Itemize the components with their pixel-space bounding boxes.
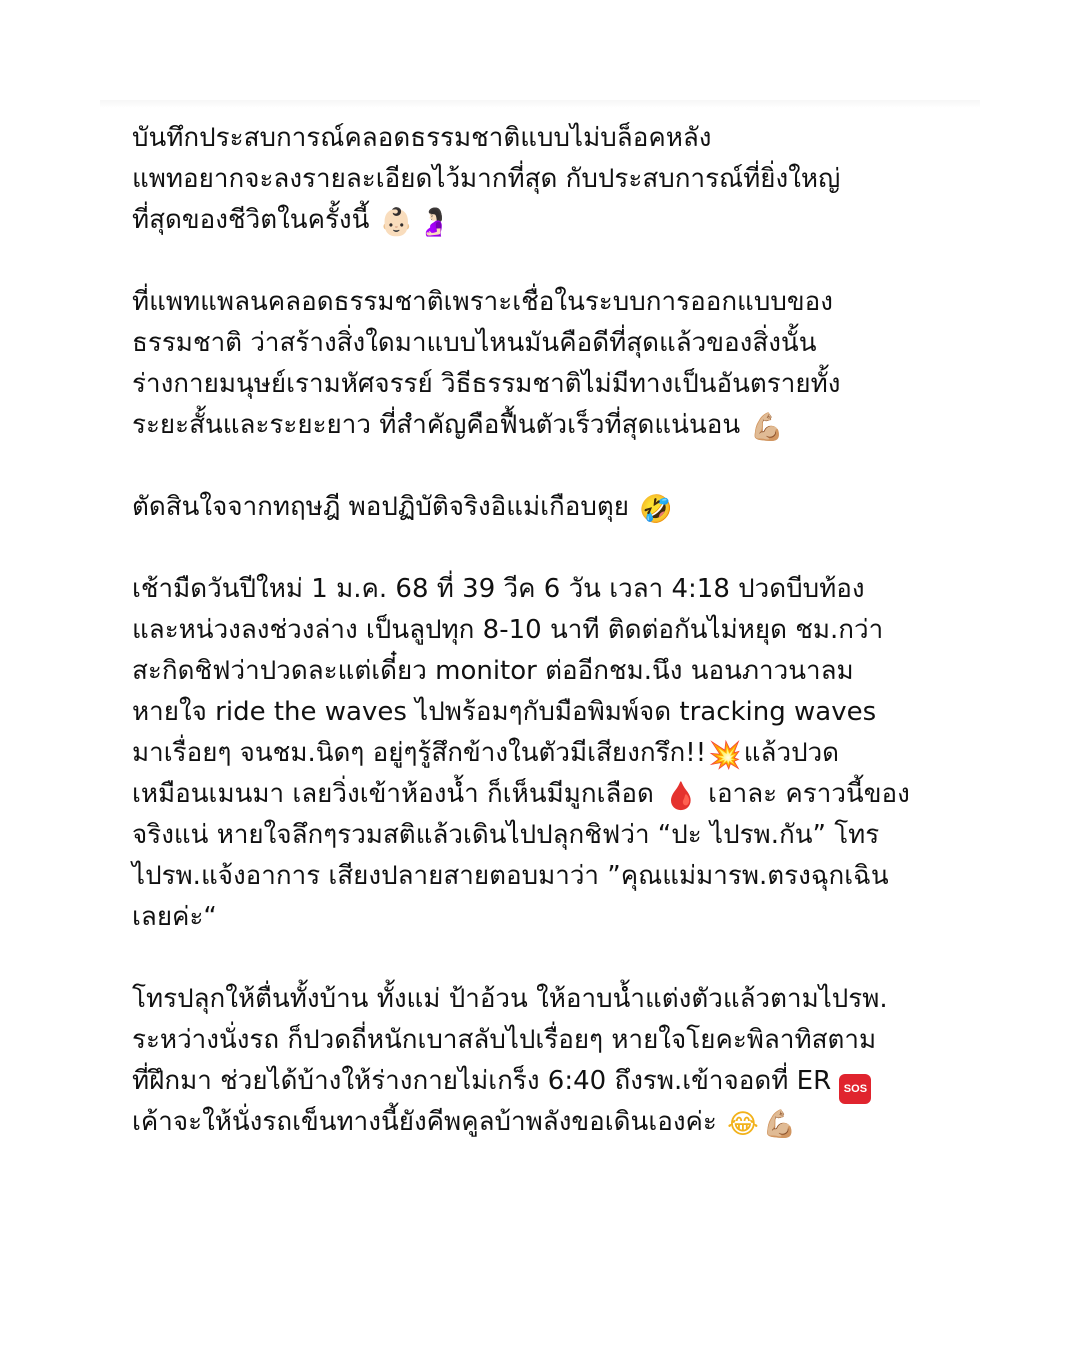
text-line-with-emoji [132, 774, 992, 815]
collision-emoji-icon: 💥 [708, 740, 742, 771]
text-line: แพทอยากจะลงรายละเอียดไว้มากที่สุด กับประสบการณ์ที่ยิ่งใหญ่ [132, 164, 841, 194]
top-divider [100, 100, 980, 108]
sos-icon: SOS [839, 1074, 871, 1104]
paragraph-labor-start [132, 569, 992, 938]
pregnant-woman-emoji-icon: 🤰🏻 [417, 207, 451, 238]
paragraph-decision [132, 487, 992, 528]
note-body [132, 118, 992, 1184]
text-line: เลยค่ะ“ [132, 902, 217, 932]
text-segment: แล้วปวด [743, 738, 840, 768]
tears-of-joy-emoji-icon: 😂 [727, 1109, 759, 1140]
text-line: ระหว่างนั่งรถ ก็ปวดถี่หนักเบาสลับไปเรื่อยๆ หายใจโยคะพิลาทิสตาม [132, 1025, 877, 1055]
text-line: ธรรมชาติ ว่าสร้างสิ่งใดมาแบบไหนมันคือดีที่สุดแล้วของสิ่งนั้น [132, 328, 817, 358]
paragraph-hospital [132, 979, 992, 1143]
drop-of-blood-emoji-icon: 🩸 [664, 781, 698, 812]
text-segment: ตัดสินใจจากทฤษฎี พอปฏิบัติจริงอิแม่เกือบตุย [132, 492, 630, 522]
text-line: หายใจ ride the waves ไปพร้อมๆกับมือพิมพ์จด tracking waves [132, 697, 877, 727]
text-line-with-emoji [132, 487, 992, 528]
text-segment: เค้าจะให้นั่งรถเข็นทางนี้ยังคีพคูลบ้าพลังขอเดินเองค่ะ [132, 1107, 717, 1137]
text-line: จริงแน่ หายใจลึกๆรวมสติแล้วเดินไปปลุกชิฟว่า “ปะ ไปรพ.กัน” โทร [132, 820, 880, 850]
flexed-biceps-emoji-icon: 💪🏼 [762, 1109, 797, 1140]
text-line: สะกิดชิฟว่าปวดละแต่เดี๋ยว monitor ต่ออีกชม.นึง นอนภาวนาลม [132, 656, 854, 686]
text-line-with-emoji [132, 405, 992, 446]
text-line-with-emoji [132, 1102, 992, 1143]
text-line-with-emoji [132, 1061, 992, 1102]
text-line: ที่แพทแพลนคลอดธรรมชาติเพราะเชื่อในระบบการออกแบบของ [132, 287, 833, 317]
text-line: ไปรพ.แจ้งอาการ เสียงปลายสายตอบมาว่า ”คุณแม่มารพ.ตรงฉุกเฉิน [132, 861, 889, 891]
text-line-with-emoji [132, 733, 992, 774]
text-segment: ระยะสั้นและระยะยาว ที่สำคัญคือฟื้นตัวเร็วที่สุดแน่นอน [132, 410, 741, 440]
text-line: โทรปลุกให้ตื่นทั้งบ้าน ทั้งแม่ ป้าอ้วน ให้อาบน้ำแต่งตัวแล้วตามไปรพ. [132, 984, 888, 1014]
text-line-with-emoji [132, 200, 992, 241]
text-line: เช้ามืดวันปีใหม่ 1 ม.ค. 68 ที่ 39 วีค 6 วัน เวลา 4:18 ปวดบีบท้อง [132, 574, 865, 604]
rolling-laughing-emoji-icon: 🤣 [639, 494, 673, 525]
text-segment: ที่สุดของชีวิตในครั้งนี้ [132, 205, 370, 235]
text-segment: เอาละ คราวนี้ของ [708, 779, 910, 809]
flexed-biceps-emoji-icon: 💪🏼 [750, 412, 785, 443]
text-line: และหน่วงลงช่วงล่าง เป็นลูปทุก 8-10 นาที ติดต่อกันไม่หยุด ชม.กว่า [132, 615, 884, 645]
text-line: บันทึกประสบการณ์คลอดธรรมชาติแบบไม่บล็อคหลัง [132, 123, 712, 153]
text-line: ร่างกายมนุษย์เรามหัศจรรย์ วิธีธรรมชาติไม่มีทางเป็นอันตรายทั้ง [132, 369, 841, 399]
text-segment: เหมือนเมนมา เลยวิ่งเข้าห้องน้ำ ก็เห็นมีมูกเลือด [132, 779, 654, 809]
text-segment: มาเรื่อยๆ จนชม.นิดๆ อยู่ๆรู้สึกข้างในตัวมีเสียงกรึก!! [132, 738, 707, 768]
text-segment: ที่ฝึกมา ช่วยได้บ้างให้ร่างกายไม่เกร็ง 6:40 ถึงรพ.เข้าจอดที่ ER [132, 1066, 832, 1096]
paragraph-plan [132, 282, 992, 446]
baby-emoji-icon: 👶🏻 [379, 207, 414, 238]
paragraph-intro [132, 118, 992, 241]
